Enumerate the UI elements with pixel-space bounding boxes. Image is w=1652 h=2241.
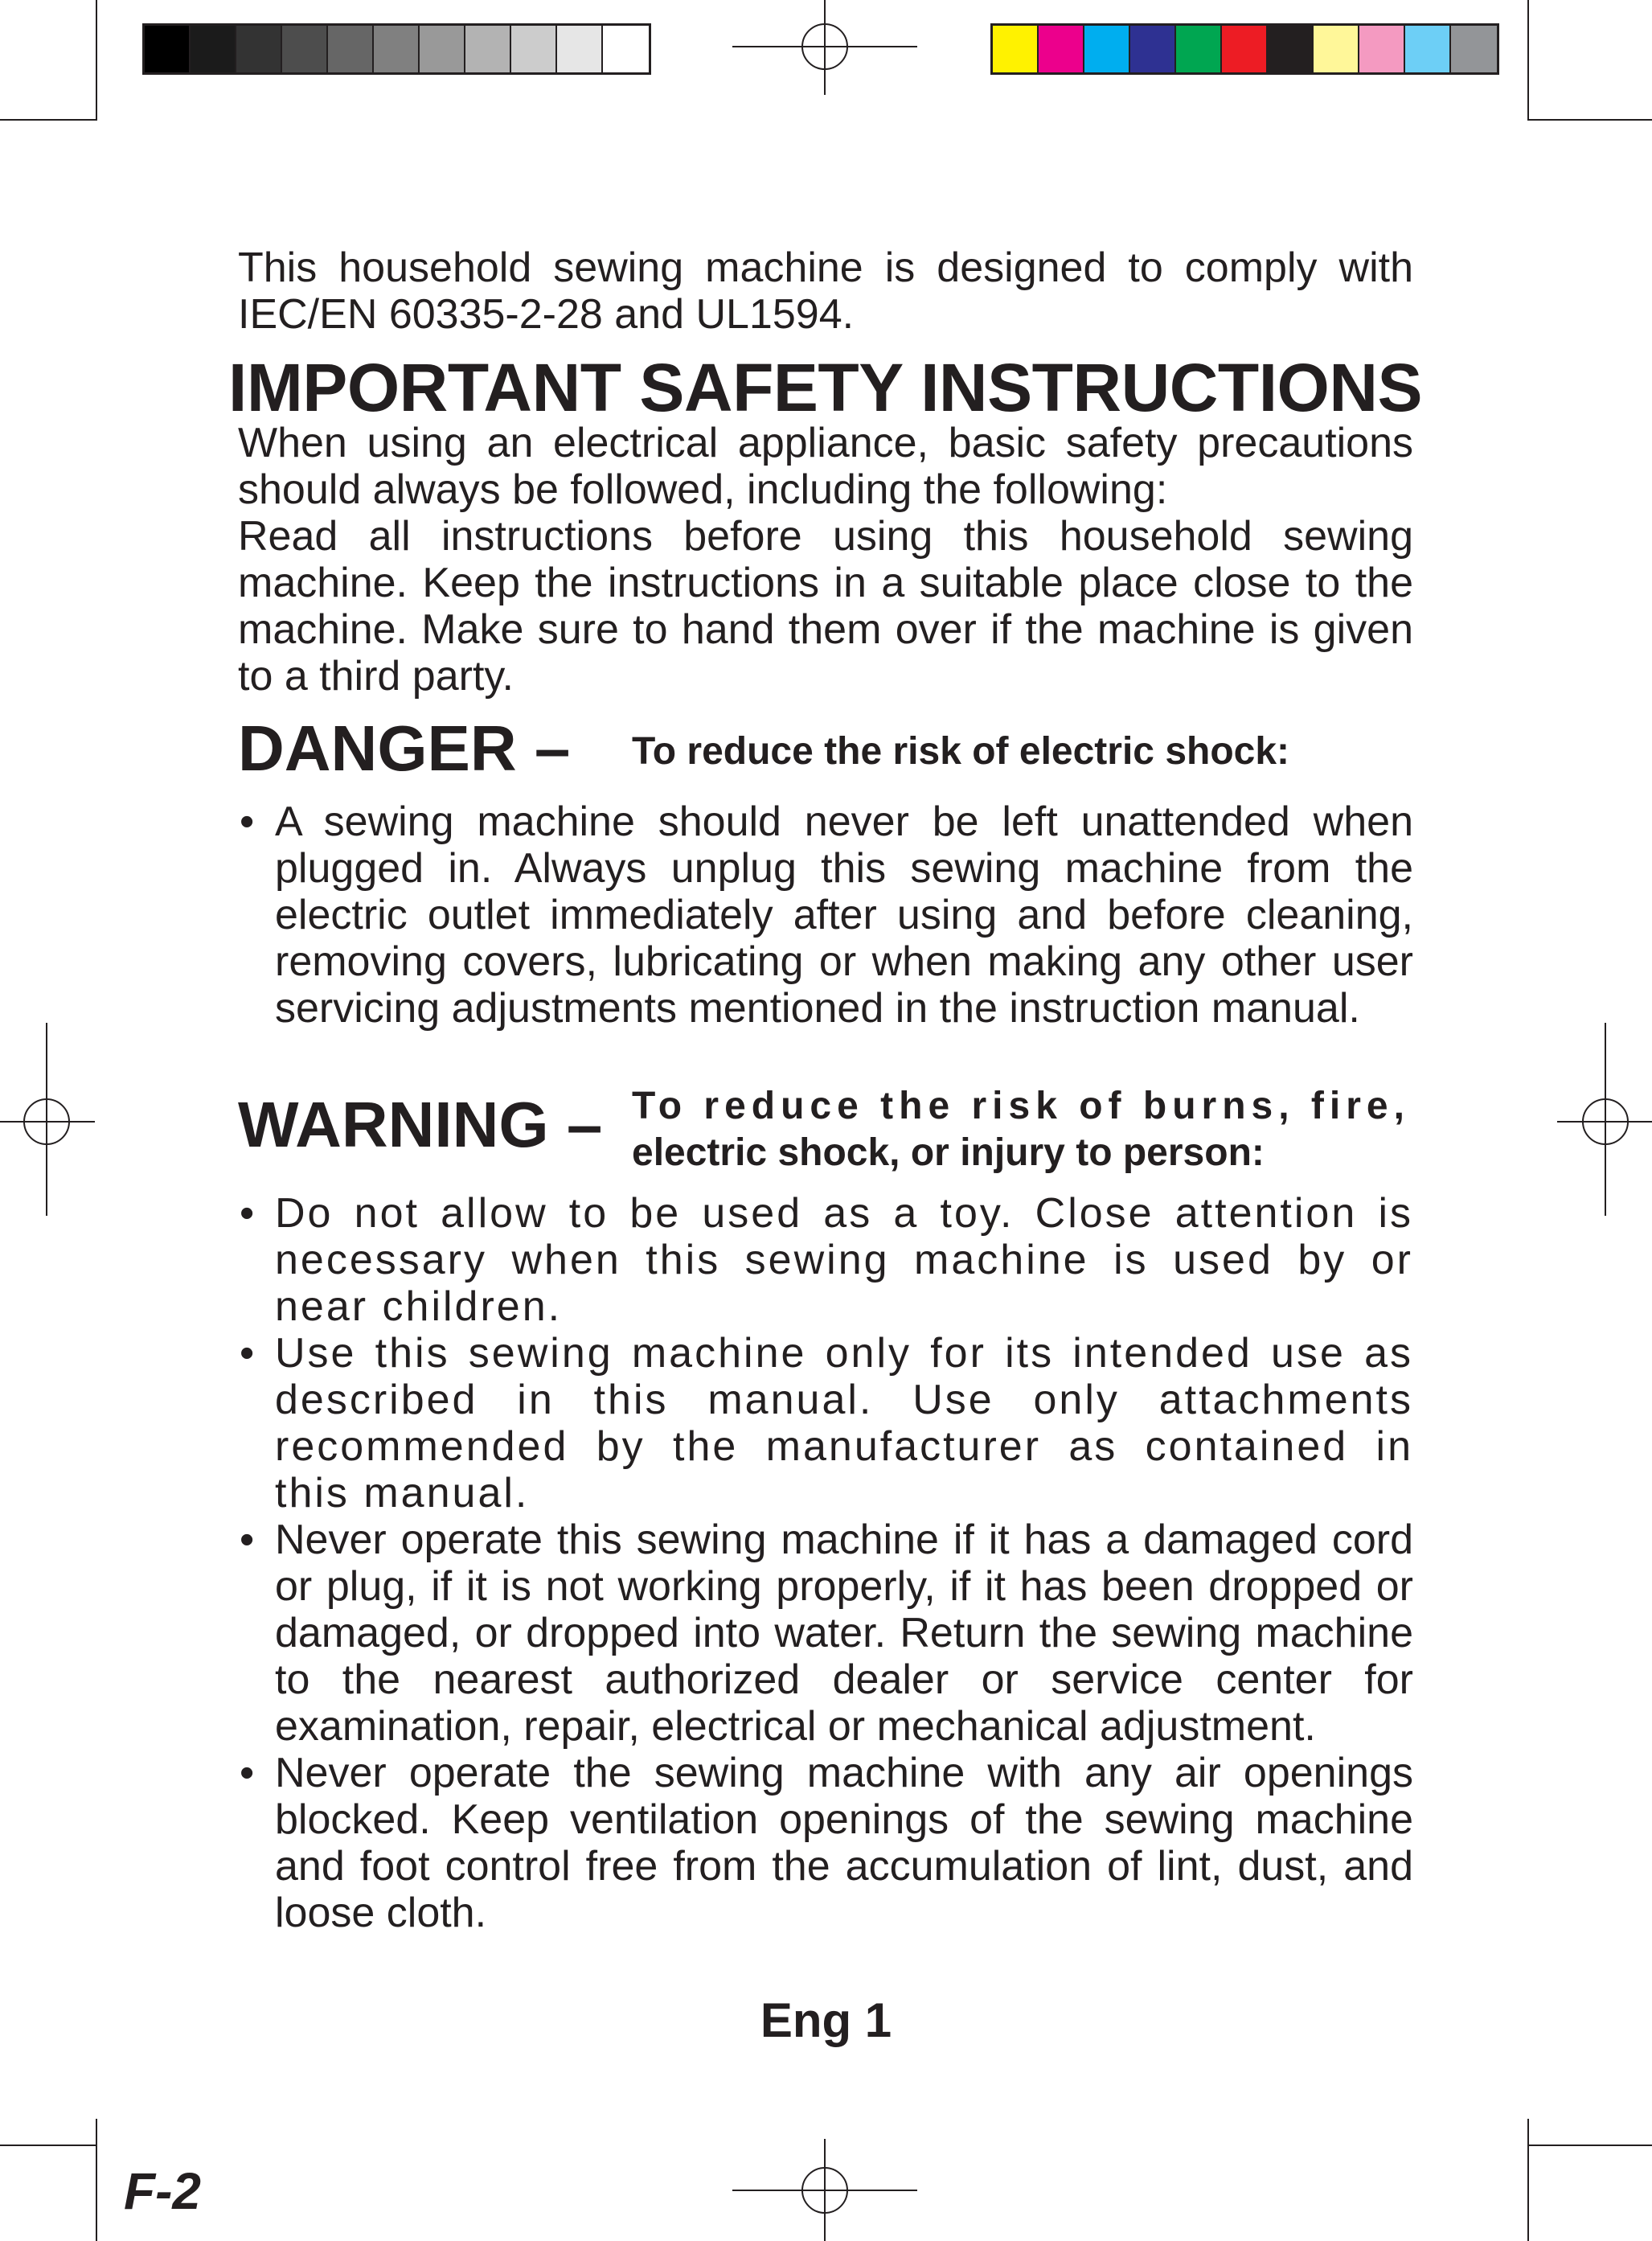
- crop-mark: [1527, 0, 1529, 121]
- color-swatch: [328, 26, 374, 72]
- warning-list: [238, 1190, 1413, 1936]
- color-swatch: [145, 26, 191, 72]
- crop-mark: [96, 0, 97, 121]
- color-swatch: [236, 26, 282, 72]
- list-item-text: Never operate the sewing machine with any air openings blocked. Keep ventilation openings of the sewing machine and foot control free from the accumulation of lint, dust, and loose cloth.: [275, 1750, 1413, 1936]
- page-title: IMPORTANT SAFETY INSTRUCTIONS: [228, 350, 1423, 425]
- color-swatch: [1039, 26, 1084, 72]
- grayscale-calibration-bar: [142, 23, 651, 75]
- registration-mark-circle: [1582, 1098, 1629, 1145]
- bullet-icon: •: [240, 1750, 255, 1796]
- bullet-icon: •: [240, 1517, 255, 1563]
- color-swatch: [1268, 26, 1314, 72]
- color-swatch: [993, 26, 1039, 72]
- compliance-statement: This household sewing machine is designed to comply with IEC/EN 60335-2-28 and UL1594.: [238, 244, 1413, 338]
- color-swatch: [603, 26, 649, 72]
- warning-subtitle-line-1: To reduce the risk of burns, fire,: [632, 1085, 1410, 1127]
- list-item: [238, 798, 1413, 1032]
- color-swatch: [1314, 26, 1359, 72]
- color-swatch: [1176, 26, 1222, 72]
- color-swatch: [1405, 26, 1451, 72]
- bullet-icon: •: [240, 1330, 257, 1377]
- list-item: [238, 1190, 1413, 1330]
- list-item-text: Never operate this sewing machine if it has a damaged cord or plug, if it is not working properly, if it has been dropped or damaged, or dropped into water. Return the sewing machine to the nearest authorized dealer or service center for examination, repair, electrical or mechanical adjustment.: [275, 1517, 1413, 1750]
- warning-label: WARNING –: [238, 1089, 603, 1160]
- page-label: Eng 1: [760, 1993, 892, 2047]
- registration-mark-circle: [801, 23, 848, 70]
- list-item-text: A sewing machine should never be left unattended when plugged in. Always unplug this sewing machine from the electric outlet immediately after using and before cleaning, removing covers, lubricating or when making any other user servicing adjustments mentioned in the instruction manual.: [275, 798, 1413, 1032]
- list-item: [238, 1517, 1413, 1750]
- bullet-icon: •: [240, 798, 255, 845]
- color-swatch: [1359, 26, 1405, 72]
- color-swatch: [1222, 26, 1268, 72]
- color-swatch: [1451, 26, 1497, 72]
- color-swatch: [511, 26, 557, 72]
- crop-mark: [96, 2119, 97, 2241]
- crop-mark: [1527, 2145, 1652, 2146]
- color-swatch: [465, 26, 511, 72]
- danger-list: [238, 798, 1413, 1032]
- list-item: [238, 1750, 1413, 1936]
- read-instructions-paragraph: Read all instructions before using this household sewing machine. Keep the instructions in a suitable place close to the machine. Make sure to hand them over if the machine is given to a third party.: [238, 513, 1413, 700]
- registration-mark-circle: [801, 2167, 848, 2214]
- list-item-text: Do not allow to be used as a toy. Close attention is necessary when this sewing machine is used by or near children.: [275, 1190, 1413, 1330]
- color-swatch: [557, 26, 603, 72]
- folio-number: F-2: [124, 2162, 201, 2220]
- danger-label: DANGER –: [238, 712, 571, 784]
- color-swatch: [1130, 26, 1176, 72]
- crop-mark: [1527, 2119, 1529, 2241]
- color-swatch: [1084, 26, 1130, 72]
- color-swatch: [191, 26, 236, 72]
- precautions-paragraph: When using an electrical appliance, basic safety precautions should always be followed, including the following:: [238, 420, 1413, 513]
- list-item: [238, 1330, 1413, 1517]
- list-item-text: Use this sewing machine only for its intended use as described in this manual. Use only attachments recommended by the manufacturer as contained in this manual.: [275, 1330, 1413, 1517]
- color-swatch: [374, 26, 420, 72]
- registration-mark-circle: [23, 1098, 70, 1145]
- crop-mark: [1527, 119, 1652, 121]
- bullet-icon: •: [240, 1190, 257, 1237]
- crop-mark: [0, 2145, 96, 2146]
- color-swatch: [420, 26, 465, 72]
- color-calibration-bar: [990, 23, 1499, 75]
- color-swatch: [282, 26, 328, 72]
- warning-subtitle-line-2: electric shock, or injury to person:: [632, 1131, 1265, 1174]
- crop-mark: [0, 119, 96, 121]
- danger-subtitle: To reduce the risk of electric shock:: [632, 730, 1290, 773]
